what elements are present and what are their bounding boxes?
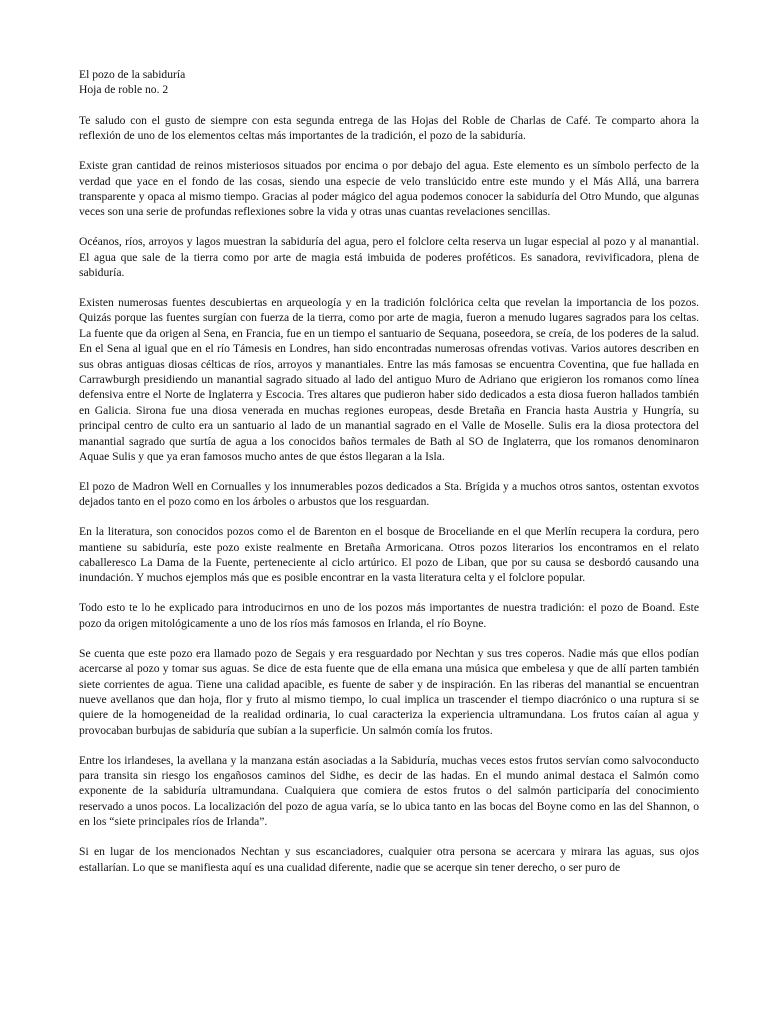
document-subtitle: Hoja de roble no. 2 — [79, 83, 169, 97]
paragraph-literatura: En la literatura, son conocidos pozos como el de Barenton en el bosque de Broceliande en el que Merlín recupera la cordura, pero mantiene su sabiduría, este pozo existe realmente en Bretaña Armoricana. Otros pozos literarios los encontramos en el relato caballeresco La Dama de la Fuente, perteneciente al ciclo artúrico. El pozo de Liban, que por su causa se desbordó causando una inundación. Y muchos ejemplos más que es posible encontrar en la vasta literatura celta y el folclore popular. — [79, 525, 699, 585]
paragraph-pozo-boand: Todo esto te lo he explicado para introducirnos en uno de los pozos más importantes de nuestra tradición: el pozo de Boand. Este pozo da origen mitológicamente a uno de los ríos más famosos en Irlanda, el río Boyne. — [79, 601, 699, 630]
document-title: El pozo de la sabiduría — [79, 68, 186, 81]
paragraph-madron-well: El pozo de Madron Well en Cornualles y los innumerables pozos dedicados a Sta. Brígida y a muchos otros santos, ostentan exvotos dejados tanto en el pozo como en los árboles o arbustos que los resguardan. — [79, 479, 699, 509]
paragraph-reinos-agua: Existe gran cantidad de reinos misteriosos situados por encima o por debajo del agua. Este elemento es un símbolo perfecto de la verdad que yace en el fondo de las cosas, siendo una especie de velo translúcido entre este mundo y el Más Allá, una barrera transparente y opaca al mismo tiempo. Gracias al poder mágico del agua podemos conocer la sabiduría del Otro Mundo, que algunas veces son una serie de profundas reflexiones sobre la vida y otras unas cuantas revelaciones sencillas. — [79, 159, 699, 219]
document-page — [79, 67, 699, 875]
paragraph-intro: Te saludo con el gusto de siempre con esta segunda entrega de las Hojas del Roble de Charlas de Café. Te comparto ahora la reflexión de uno de los elementos celtas más importantes de la tradición, el pozo de la sabiduría. — [79, 113, 699, 143]
paragraph-irlandeses: Entre los irlandeses, la avellana y la manzana están asociadas a la Sabiduría, muchas veces estos frutos servían como salvoconducto para transita sin riesgo los engañosos caminos del Sidhe, es decir de las hadas. En el mundo animal destaca el Salmón como exponente de la sabiduría ultramundana. Cualquiera que comiera de estos frutos o del salmón participaría del conocimiento reservado a unos pocos. La localización del pozo de agua varía, se lo ubica tanto en las bocas del Boyne como en las del Shannon, o en los “siete principales ríos de Irlanda”. — [79, 753, 699, 829]
document-heading — [79, 67, 699, 98]
paragraph-pozo-segais: Se cuenta que este pozo era llamado pozo de Segais y era resguardado por Nechtan y sus tres coperos. Nadie más que ellos podían acercarse al pozo y tomar sus aguas. Se dice de esta fuente que de ella emana una música que embelesa y que de allí parten también siete corrientes de agua. Tiene una calidad apacible, es fuente de saber y de inspiración. En las riberas del manantial se encuentran nueve avellanos que dan hoja, flor y fruto al mismo tiempo, lo cual implica un trascender el tiempo diacrónico o una ruptura si se quiere de la homogeneidad de la realidad ordinaria, lo cual caracteriza la experiencia ultramundana. Los frutos caían al agua y provocaban burbujas de sabiduría que subían a la superficie. Un salmón comía los frutos. — [79, 646, 699, 737]
paragraph-nechtan: Si en lugar de los mencionados Nechtan y sus escanciadores, cualquier otra persona se acercara y mirara las aguas, sus ojos estallarían. Lo que se manifiesta aquí es una cualidad diferente, nadie que se acerque sin tener derecho, o ser puro de — [79, 845, 699, 874]
paragraph-fuentes-arqueologia: Existen numerosas fuentes descubiertas en arqueología y en la tradición folclórica celta que revelan la importancia de los pozos. Quizás porque las fuentes surgían con fuerza de la tierra, como por arte de magia, fueron a menudo lugares sagrados para los celtas. La fuente que da origen al Sena, en Francia, fue en un tiempo el santuario de Sequana, poseedora, se creía, de los poderes de la salud. En el Sena al igual que en el río Támesis en Londres, han sido encontradas numerosas ofrendas votivas. Varios autores describen en sus obras antiguas diosas célticas de ríos, arroyos y manantiales. Entre las más famosas se encuentra Coventina, que fue hallada en Carrawburgh presidiendo un manantial sagrado situado al lado del antiguo Muro de Adriano que erigieron los romanos como línea defensiva entre el Norte de Inglaterra y Escocia. Tres altares que pudieron haber sido dedicados a esta diosa fueron hallados también en Galicia. Sirona fue una diosa venerada en muchas regiones europeas, desde Bretaña en Francia hasta Austria y Hungría, su principal centro de culto era un santuario al lado de un manantial sagrado en el Valle de Moselle. Sulis era la diosa protectora del manantial sagrado que surtía de agua a los conocidos baños termales de Bath al SO de Inglaterra, que los romanos denominaron Aquae Sulis y que ya eran famosos mucho antes de que éstos llegaran a la Isla. — [79, 295, 699, 464]
paragraph-oceanos: Océanos, ríos, arroyos y lagos muestran la sabiduría del agua, pero el folclore celta reserva un lugar especial al pozo y al manantial. El agua que sale de la tierra como por arte de magia está imbuida de poderes proféticos. Es sanadora, revivificadora, plena de sabiduría. — [79, 235, 699, 280]
